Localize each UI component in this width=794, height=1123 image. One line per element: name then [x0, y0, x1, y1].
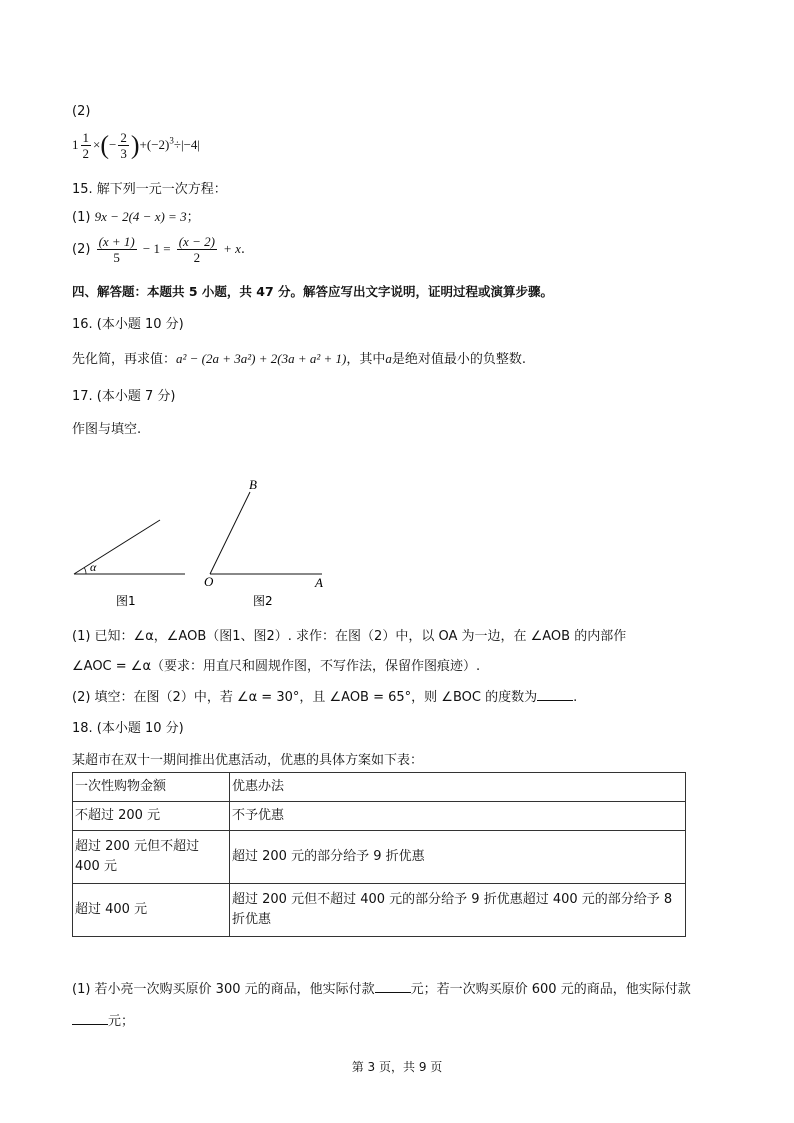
- q17-title: 17. (本小题 7 分): [72, 389, 176, 404]
- table-cell: 不超过 200 元: [73, 802, 230, 831]
- fig1-alpha-label: α: [90, 560, 97, 574]
- q18-intro: 某超市在双十一期间推出优惠活动，优惠的具体方案如下表：: [72, 753, 424, 768]
- fig2-caption: 图2: [253, 594, 273, 608]
- page-footer: 第 3 页，共 9 页: [351, 1060, 443, 1074]
- answer-blank: [537, 688, 573, 701]
- table-header-row: [73, 773, 686, 802]
- table-row: [73, 884, 686, 937]
- table-header-cell: 优惠办法: [230, 773, 686, 802]
- table-header-cell: 一次性购物金额: [73, 773, 230, 802]
- q17-part1-line2: ∠AOC = ∠α（要求：用直尺和圆规作图，不写作法，保留作图痕迹）.: [72, 659, 481, 674]
- q18-part1-line2: 元；: [72, 1010, 134, 1029]
- fig2-point-o: O: [204, 574, 214, 589]
- figure-2-angle-aob: [204, 477, 323, 590]
- q17-instruction: 作图与填空.: [72, 422, 142, 437]
- q15-frac-2: $\frac{(x - 2)}{2}$: [178, 234, 215, 265]
- q17-part2: (2) 填空：在图（2）中，若 ∠α = 30°，且 ∠AOB = 65°，则 ∠BOC 的度数为 .: [72, 690, 578, 705]
- q18-part1-line1: (1) 若小亮一次购买原价 300 元的商品，他实际付款 元；若一次购买原价 600 元的商品，他实际付款: [72, 982, 691, 997]
- table-cell: 不予优惠: [230, 802, 686, 831]
- table-row: [73, 831, 686, 884]
- q15-part1: (1) 9x − 2(4 − x) = 3；: [72, 209, 200, 225]
- q15-title: 15. 解下列一元一次方程：: [72, 182, 227, 197]
- fig2-point-a: A: [315, 575, 323, 590]
- q15-frac-1: $\frac{(x + 1)}{5}$: [98, 234, 135, 265]
- q14-frac-2: $\frac{2}{3}$: [120, 130, 127, 161]
- answer-blank: [72, 1012, 108, 1025]
- fig2-point-b: B: [249, 477, 257, 492]
- q14-part2-expression: 1 $\frac{1}{2}$ ×(− $\frac{2}{3}$ )$+(-2)^3\div|-4|$: [72, 130, 201, 161]
- q15-part2: (2) $\frac{(x + 1)}{5}$ − 1 = $\frac{(x - 2)}{2}$ + x.: [72, 234, 245, 265]
- q14-frac-1: $\frac{1}{2}$: [82, 130, 89, 161]
- q17-figures: [60, 472, 360, 612]
- q16-title: 16. (本小题 10 分): [72, 317, 184, 332]
- fig1-caption: 图1: [116, 594, 136, 608]
- q16-body: 先化简，再求值：a² − (2a + 3a²) + 2(3a + a² + 1)，其中a是绝对值最小的负整数.: [72, 351, 527, 367]
- table-cell: 超过 400 元: [73, 884, 230, 937]
- table-cell: 超过 200 元但不超过 400 元的部分给予 9 折优惠超过 400 元的部分给予 8 折优惠: [230, 884, 686, 937]
- table-cell: 超过 200 元的部分给予 9 折优惠: [230, 831, 686, 884]
- table-cell: 超过 200 元但不超过 400 元: [73, 831, 230, 884]
- discount-table: [72, 772, 686, 937]
- section-4-heading: 四、解答题：本题共 5 小题，共 47 分。解答应写出文字说明，证明过程或演算步骤。: [72, 284, 554, 299]
- answer-blank: [375, 980, 411, 993]
- q17-part1-line1: (1) 已知：∠α，∠AOB（图1、图2）. 求作：在图（2）中，以 OA 为一边，在 ∠AOB 的内部作: [72, 629, 627, 644]
- table-row: [73, 802, 686, 831]
- figure-1-angle-alpha: [74, 520, 185, 574]
- q18-title: 18. (本小题 10 分): [72, 721, 184, 736]
- q14-part2-label: (2): [72, 104, 91, 119]
